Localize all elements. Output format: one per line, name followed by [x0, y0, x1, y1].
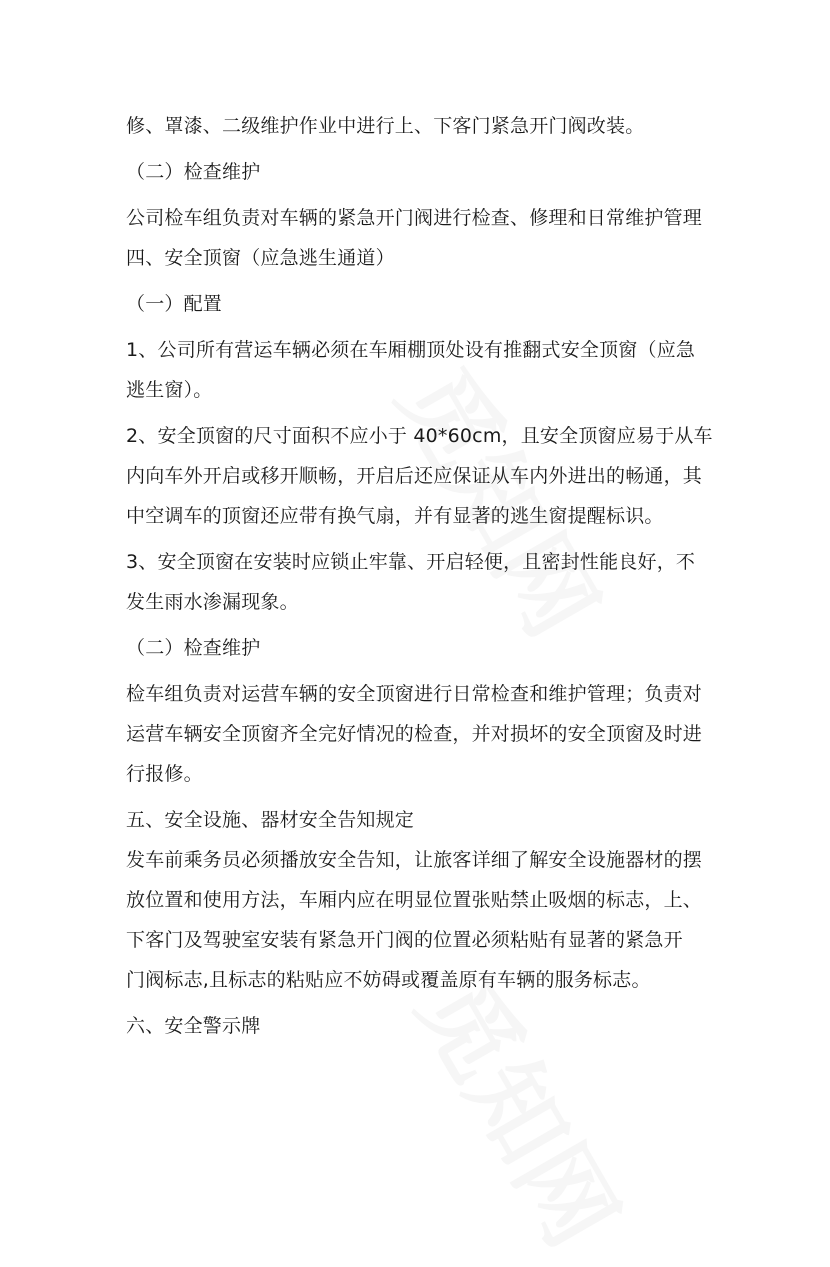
text-line: （二）检查维护	[126, 637, 261, 659]
paragraph	[126, 198, 716, 238]
text-line: 发生雨水渗漏现象。	[126, 591, 299, 613]
text-line: （二）检查维护	[126, 161, 261, 183]
text-line: 中空调车的顶窗还应带有换气扇，并有显著的逃生窗提醒标识。	[126, 505, 664, 527]
text-line: 六、安全警示牌	[126, 1015, 261, 1037]
document-body	[126, 106, 716, 1046]
text-line: 公司检车组负责对车辆的紧急开门阀进行检查、修理和日常维护管理	[126, 207, 703, 229]
paragraph	[126, 106, 716, 146]
text-line: 放位置和使用方法，车厢内应在明显位置张贴禁止吸烟的标志，上、	[126, 889, 703, 911]
text-line: （一）配置	[126, 293, 223, 315]
paragraph	[126, 840, 716, 1000]
paragraph	[126, 674, 716, 794]
section-heading	[126, 152, 716, 192]
text-line: 修、罩漆、二级维护作业中进行上、下客门紧急开门阀改装。	[126, 115, 645, 137]
text-line: 检车组负责对运营车辆的安全顶窗进行日常检查和维护管理；负责对	[126, 683, 703, 705]
text-line: 四、安全顶窗（应急逃生通道）	[126, 247, 395, 269]
paragraph	[126, 330, 716, 410]
paragraph	[126, 416, 716, 536]
paragraph	[126, 542, 716, 622]
text-line: 门阀标志,且标志的粘贴应不妨碍或覆盖原有车辆的服务标志。	[126, 969, 651, 991]
text-line: 运营车辆安全顶窗齐全完好情况的检查，并对损坏的安全顶窗及时进	[126, 723, 703, 745]
text-line: 3、安全顶窗在安装时应锁止牢靠、开启轻便，且密封性能良好，不	[126, 551, 696, 573]
text-line: 逃生窗）。	[126, 379, 213, 401]
section-heading	[126, 284, 716, 324]
text-line: 下客门及驾驶室安装有紧急开门阀的位置必须粘贴有显著的紧急开	[126, 929, 683, 951]
text-line: 发车前乘务员必须播放安全告知，让旅客详细了解安全设施器材的摆	[126, 849, 703, 871]
section-heading	[126, 238, 716, 278]
text-line: 内向车外开启或移开顺畅，开启后还应保证从车内外进出的畅通，其	[126, 465, 703, 487]
section-heading	[126, 628, 716, 668]
text-line: 五、安全设施、器材安全告知规定	[126, 809, 415, 831]
text-line: 1、公司所有营运车辆必须在车厢棚顶处设有推翻式安全顶窗（应急	[126, 339, 696, 361]
text-line: 行报修。	[126, 763, 203, 785]
section-heading	[126, 1006, 716, 1046]
text-line: 2、安全顶窗的尺寸面积不应小于 40*60cm，且安全顶窗应易于从车	[126, 425, 713, 447]
section-heading	[126, 800, 716, 840]
